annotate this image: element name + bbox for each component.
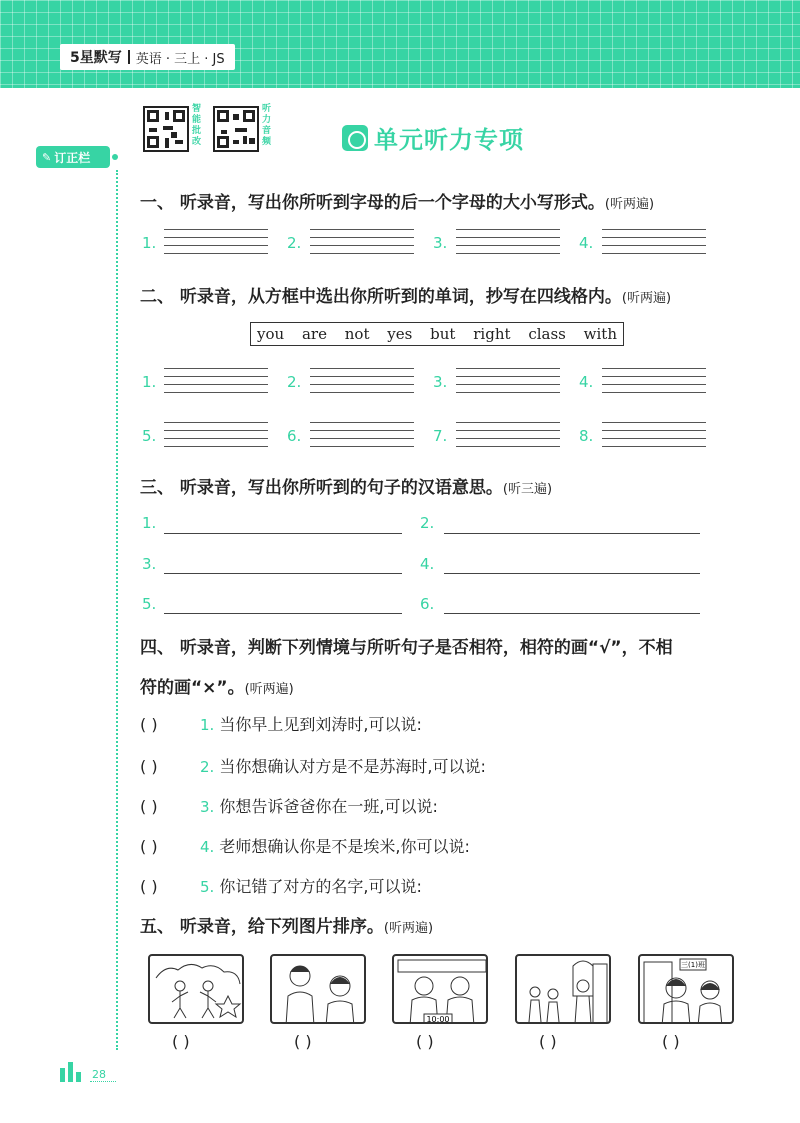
- section-5-heading: [140, 912, 433, 937]
- item-text: 你记错了对方的名字,可以说:: [219, 877, 422, 896]
- footer-bar-icon: [76, 1072, 81, 1082]
- picture-2-boy-and-girl: [270, 954, 366, 1024]
- item-text: 老师想确认你是不是埃米,你可以说:: [219, 837, 470, 856]
- section-1-heading: [140, 188, 654, 213]
- answer-paren[interactable]: ( ): [140, 877, 158, 896]
- s1-number: 4.: [579, 234, 594, 252]
- qr-caption-grading: 智能批改: [192, 104, 202, 147]
- s3-number: 4.: [420, 555, 435, 573]
- section-2-label: 二、 听录音，从方框中选出你所听到的单词，抄写在四线格内。: [140, 287, 622, 307]
- section-5-label: 五、 听录音，给下列图片排序。: [140, 917, 384, 937]
- s1-four-line-4[interactable]: [602, 229, 706, 253]
- s3-answer-line-5[interactable]: [164, 613, 402, 614]
- section-4-heading-line-2: [140, 673, 294, 698]
- s2-four-line-4[interactable]: [602, 368, 706, 392]
- answer-paren[interactable]: ( ): [140, 797, 158, 816]
- judge-item-2: [140, 754, 486, 777]
- page-footer: [60, 1062, 116, 1082]
- s1-four-line-2[interactable]: [310, 229, 414, 253]
- order-paren-5[interactable]: ( ): [662, 1032, 680, 1051]
- order-paren-4[interactable]: ( ): [539, 1032, 557, 1051]
- word-option: are: [301, 325, 327, 343]
- s2-number: 3.: [433, 373, 448, 391]
- s2-number: 1.: [142, 373, 157, 391]
- item-text: 当你想确认对方是不是苏海时,可以说:: [219, 757, 486, 776]
- s2-number: 5.: [142, 427, 157, 445]
- s3-answer-line-1[interactable]: [164, 533, 402, 534]
- s3-number: 2.: [420, 514, 435, 532]
- section-4-note: (听两遍): [244, 682, 294, 697]
- s1-four-line-3[interactable]: [456, 229, 560, 253]
- s2-four-line-2[interactable]: [310, 368, 414, 392]
- s2-four-line-6[interactable]: [310, 422, 414, 446]
- word-option: with: [583, 325, 617, 343]
- headphone-icon: [342, 125, 368, 151]
- section-3-heading: [140, 473, 552, 498]
- clock-time: 10:00: [426, 1015, 450, 1024]
- section-3-note: (听三遍): [502, 482, 553, 497]
- page-title: [342, 120, 524, 155]
- s2-number: 8.: [579, 427, 594, 445]
- section-2-note: (听两遍): [621, 291, 672, 306]
- correction-column-tag: [36, 146, 110, 168]
- word-option: yes: [387, 325, 413, 343]
- header-divider: [128, 50, 130, 64]
- s1-number: 2.: [287, 234, 302, 252]
- s3-answer-line-6[interactable]: [444, 613, 700, 614]
- footer-bar-icon: [68, 1062, 73, 1082]
- qr-code-grading[interactable]: [143, 106, 189, 152]
- answer-paren[interactable]: ( ): [140, 757, 158, 776]
- s2-four-line-7[interactable]: [456, 422, 560, 446]
- picture-5-class-sign: [638, 954, 734, 1024]
- order-paren-2[interactable]: ( ): [294, 1032, 312, 1051]
- item-number: 2.: [200, 758, 215, 776]
- s2-four-line-5[interactable]: [164, 422, 268, 446]
- footer-bar-icon: [60, 1068, 65, 1082]
- s2-number: 6.: [287, 427, 302, 445]
- s1-number: 1.: [142, 234, 157, 252]
- answer-paren[interactable]: ( ): [140, 837, 158, 856]
- order-paren-1[interactable]: ( ): [172, 1032, 190, 1051]
- section-2-heading: [140, 282, 671, 307]
- s3-number: 3.: [142, 555, 157, 573]
- page-title-text: 单元听力专项: [374, 126, 524, 154]
- item-number: 1.: [200, 716, 215, 734]
- answer-paren[interactable]: ( ): [140, 715, 158, 734]
- section-1-label: 一、 听录音，写出你所听到字母的后一个字母的大小写形式。: [140, 193, 605, 213]
- pencil-icon: ✎: [42, 150, 52, 164]
- judge-item-5: [140, 874, 422, 897]
- s2-number: 7.: [433, 427, 448, 445]
- item-number: 5.: [200, 878, 215, 896]
- class-sign-text: 三(1)班: [681, 961, 705, 969]
- word-option: not: [344, 325, 370, 343]
- margin-dot: [112, 154, 118, 160]
- book-subtitle: 英语 · 三上 · JS: [135, 51, 225, 67]
- s3-answer-line-2[interactable]: [444, 533, 700, 534]
- item-number: 3.: [200, 798, 215, 816]
- qr-caption-audio: 听力音频: [262, 104, 272, 147]
- s3-number: 6.: [420, 595, 435, 613]
- s3-answer-line-3[interactable]: [164, 573, 402, 574]
- s3-number: 1.: [142, 514, 157, 532]
- section-4-label-2: 符的画“×”。: [140, 678, 245, 698]
- s2-four-line-1[interactable]: [164, 368, 268, 392]
- s2-number: 2.: [287, 373, 302, 391]
- section-3-label: 三、 听录音，写出你所听到的句子的汉语意思。: [140, 478, 503, 498]
- judge-item-4: [140, 834, 470, 857]
- word-option: but: [430, 325, 456, 343]
- item-number: 4.: [200, 838, 215, 856]
- word-box: [250, 322, 624, 346]
- picture-4-family: [515, 954, 611, 1024]
- book-header: [60, 44, 235, 70]
- item-text: 你想告诉爸爸你在一班,可以说:: [219, 797, 438, 816]
- judge-item-3: [140, 794, 438, 817]
- correction-column-label: 订正栏: [54, 150, 91, 165]
- section-4-heading-line-1: 四、 听录音，判断下列情境与所听句子是否相符，相符的画“√”，不相: [140, 638, 673, 658]
- word-option: class: [528, 325, 566, 343]
- judge-item-1: [140, 712, 422, 735]
- s3-answer-line-4[interactable]: [444, 573, 700, 574]
- order-paren-3[interactable]: ( ): [416, 1032, 434, 1051]
- brand-label: 5星默写: [70, 50, 122, 66]
- picture-3-classroom-clock: [392, 954, 488, 1024]
- item-text: 当你早上见到刘涛时,可以说:: [219, 715, 422, 734]
- word-option: you: [257, 325, 285, 343]
- qr-code-audio[interactable]: [213, 106, 259, 152]
- page-number: 28: [90, 1068, 116, 1082]
- s1-four-line-1[interactable]: [164, 229, 268, 253]
- word-option: right: [473, 325, 511, 343]
- s3-number: 5.: [142, 595, 157, 613]
- s1-number: 3.: [433, 234, 448, 252]
- s2-four-line-3[interactable]: [456, 368, 560, 392]
- section-5-note: (听两遍): [383, 921, 434, 936]
- s2-number: 4.: [579, 373, 594, 391]
- picture-1-playground: [148, 954, 244, 1024]
- s2-four-line-8[interactable]: [602, 422, 706, 446]
- margin-dotted-line: [116, 170, 118, 1050]
- section-1-note: (听两遍): [604, 197, 655, 212]
